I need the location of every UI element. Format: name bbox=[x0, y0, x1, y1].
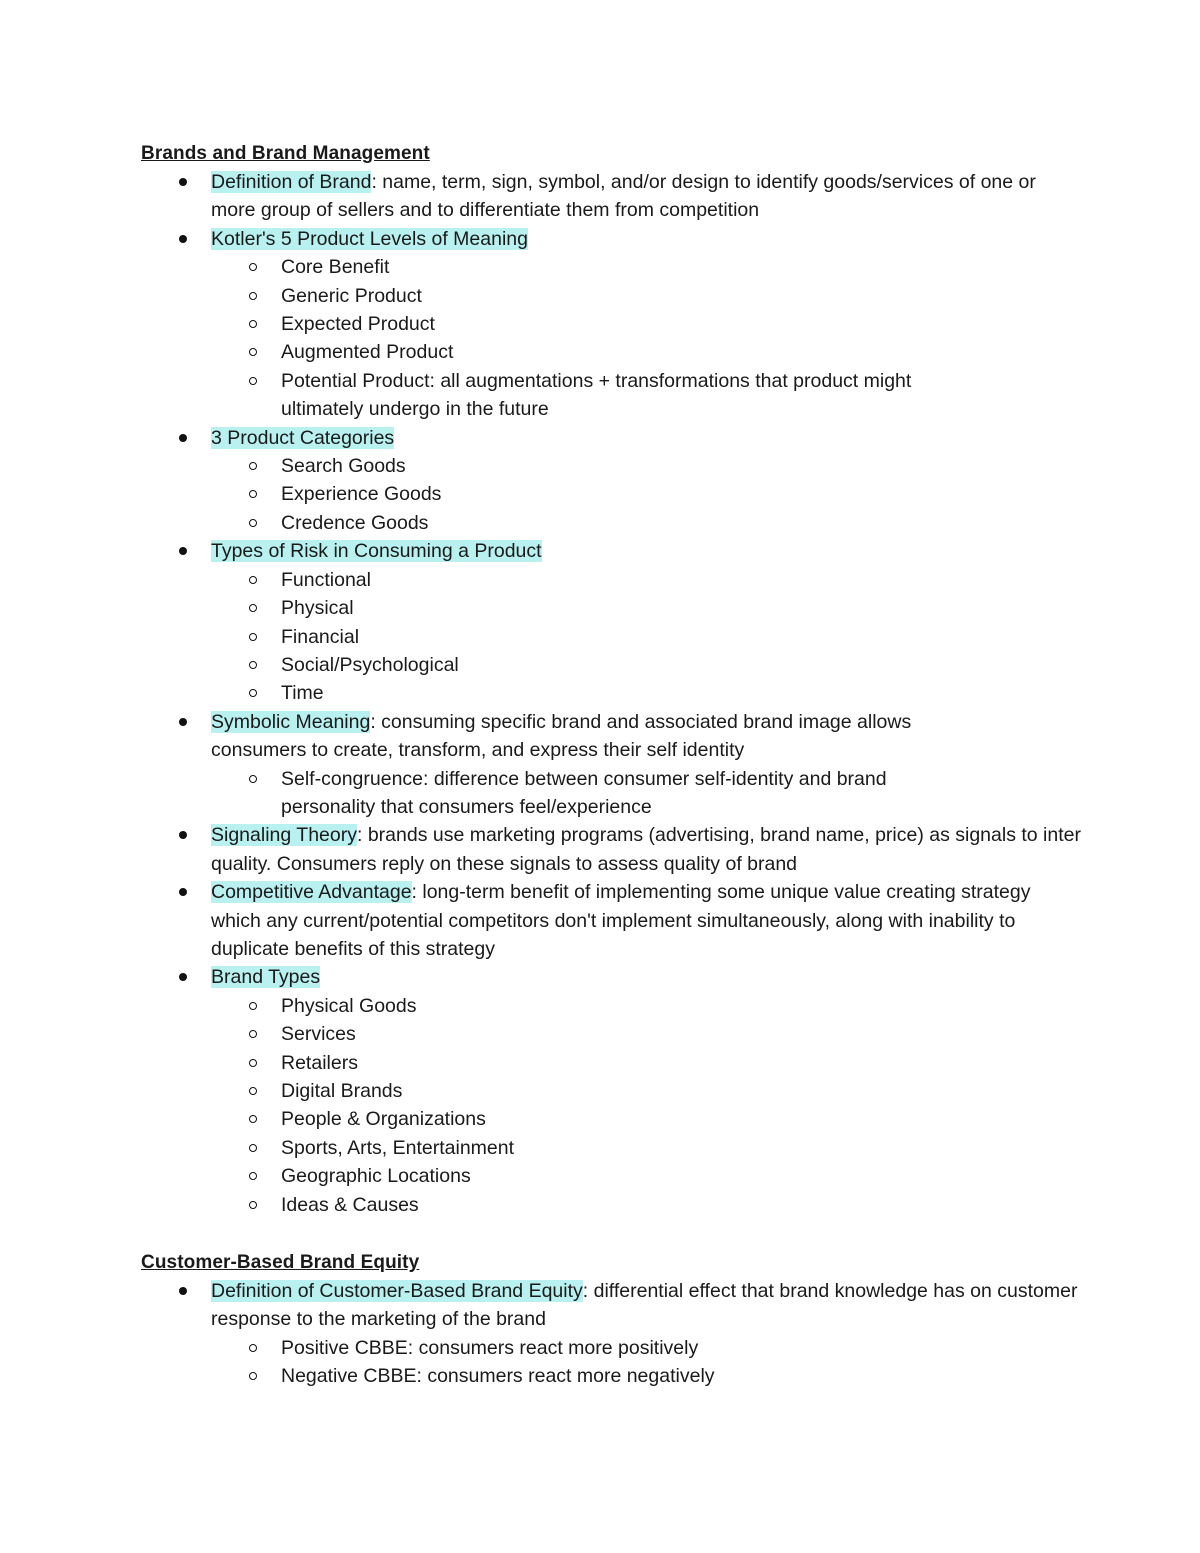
sub-bullet-list bbox=[211, 992, 1081, 1219]
filled-bullet-icon bbox=[179, 888, 187, 896]
filled-bullet-icon bbox=[179, 718, 187, 726]
hollow-bullet-icon bbox=[249, 661, 257, 669]
sub-bullet-item: Potential Product: all augmentations + transformations that product might ultimately undergo in the future bbox=[211, 367, 1081, 424]
hollow-bullet-icon bbox=[249, 1030, 257, 1038]
item-description: : long-term benefit of implementing some unique value creating strategy which any current/potential competitors don't implement simultaneously, along with inability to duplicate benefits of this strategy bbox=[211, 881, 1031, 960]
section-brands-and-brand-management bbox=[141, 140, 1081, 1219]
sub-bullet-item: Experience Goods bbox=[211, 480, 1081, 508]
sub-bullet-item: Services bbox=[211, 1020, 1081, 1048]
highlighted-term: Brand Types bbox=[211, 966, 321, 989]
sub-bullet-item: Positive CBBE: consumers react more positively bbox=[211, 1334, 1081, 1362]
sub-list-container bbox=[141, 253, 1081, 423]
hollow-bullet-icon bbox=[249, 490, 257, 498]
highlighted-term: Definition of Customer-Based Brand Equity bbox=[211, 1280, 583, 1302]
hollow-bullet-icon bbox=[249, 633, 257, 641]
highlighted-term: Competitive Advantage bbox=[211, 881, 412, 904]
sub-bullet-list bbox=[211, 452, 1081, 537]
bullet-item bbox=[141, 1277, 1081, 1334]
sub-list-container bbox=[141, 452, 1081, 537]
hollow-bullet-icon bbox=[249, 263, 257, 271]
item-description: : consuming specific brand and associated brand image allows consumers to create, transform, and express their self identity bbox=[211, 710, 912, 762]
bullet-item bbox=[141, 225, 1081, 253]
sub-bullet-item: Self-congruence: difference between consumer self-identity and brand personality that consumers feel/experience bbox=[211, 765, 1081, 822]
sub-bullet-item: Generic Product bbox=[211, 282, 1081, 310]
sub-bullet-item: Ideas & Causes bbox=[211, 1191, 1081, 1219]
bullet-item bbox=[141, 424, 1081, 452]
sub-bullet-item: Social/Psychological bbox=[211, 651, 1081, 679]
filled-bullet-icon bbox=[179, 235, 187, 243]
hollow-bullet-icon bbox=[249, 689, 257, 697]
hollow-bullet-icon bbox=[249, 1172, 257, 1180]
sub-bullet-item: Expected Product bbox=[211, 310, 1081, 338]
bullet-item bbox=[141, 878, 1081, 963]
sub-bullet-item: Time bbox=[211, 679, 1081, 707]
hollow-bullet-icon bbox=[249, 519, 257, 527]
hollow-bullet-icon bbox=[249, 1344, 257, 1352]
section-heading: Brands and Brand Management bbox=[141, 143, 430, 164]
sub-bullet-item: Credence Goods bbox=[211, 509, 1081, 537]
section-customer-based-brand-equity bbox=[141, 1249, 1081, 1391]
sub-bullet-item: Digital Brands bbox=[211, 1077, 1081, 1105]
sub-bullet-item: Geographic Locations bbox=[211, 1162, 1081, 1190]
filled-bullet-icon bbox=[179, 178, 187, 186]
sub-bullet-list bbox=[211, 1334, 1081, 1391]
item-description: : brands use marketing programs (advertising, brand name, price) as signals to inter quality. Consumers reply on these signals to assess quality of brand bbox=[211, 824, 1081, 875]
filled-bullet-icon bbox=[179, 831, 187, 839]
bullet-item bbox=[141, 537, 1081, 565]
sub-bullet-item: Negative CBBE: consumers react more negatively bbox=[211, 1362, 1081, 1390]
hollow-bullet-icon bbox=[249, 1201, 257, 1209]
bullet-item bbox=[141, 708, 1081, 765]
hollow-bullet-icon bbox=[249, 1002, 257, 1010]
sub-bullet-item: Physical bbox=[211, 594, 1081, 622]
hollow-bullet-icon bbox=[249, 1059, 257, 1067]
hollow-bullet-icon bbox=[249, 775, 257, 783]
sub-list-container bbox=[141, 992, 1081, 1219]
sub-list-container bbox=[141, 765, 1081, 822]
section-bullet-list bbox=[141, 168, 1081, 1219]
highlighted-term: Definition of Brand bbox=[211, 171, 372, 193]
sub-bullet-item: Augmented Product bbox=[211, 338, 1081, 366]
hollow-bullet-icon bbox=[249, 1372, 257, 1380]
hollow-bullet-icon bbox=[249, 292, 257, 300]
sub-bullet-list bbox=[211, 765, 1081, 822]
sub-bullet-item: Sports, Arts, Entertainment bbox=[211, 1134, 1081, 1162]
filled-bullet-icon bbox=[179, 1287, 187, 1295]
highlighted-term: Types of Risk in Consuming a Product bbox=[211, 540, 542, 563]
hollow-bullet-icon bbox=[249, 1144, 257, 1152]
highlighted-term: Signaling Theory bbox=[211, 824, 357, 847]
hollow-bullet-icon bbox=[249, 604, 257, 612]
hollow-bullet-icon bbox=[249, 1087, 257, 1095]
sub-bullet-item: Search Goods bbox=[211, 452, 1081, 480]
sub-list-container bbox=[141, 566, 1081, 708]
item-description: : differential effect that brand knowledge has on customer response to the marketing of the brand bbox=[211, 1280, 1078, 1331]
sub-bullet-list bbox=[211, 566, 1081, 708]
filled-bullet-icon bbox=[179, 434, 187, 442]
highlighted-term: Kotler's 5 Product Levels of Meaning bbox=[211, 227, 528, 250]
highlighted-term: Symbolic Meaning bbox=[211, 710, 371, 733]
sub-list-container bbox=[141, 1334, 1081, 1391]
hollow-bullet-icon bbox=[249, 462, 257, 470]
sub-bullet-item: Retailers bbox=[211, 1049, 1081, 1077]
item-description: : name, term, sign, symbol, and/or design to identify goods/services of one or more group of sellers and to differentiate them from competition bbox=[211, 171, 1036, 222]
bullet-item bbox=[141, 821, 1081, 878]
sub-bullet-item: Functional bbox=[211, 566, 1081, 594]
hollow-bullet-icon bbox=[249, 320, 257, 328]
hollow-bullet-icon bbox=[249, 1115, 257, 1123]
highlighted-term: 3 Product Categories bbox=[211, 426, 395, 449]
sub-bullet-list bbox=[211, 253, 1081, 423]
filled-bullet-icon bbox=[179, 547, 187, 555]
filled-bullet-icon bbox=[179, 973, 187, 981]
section-bullet-list bbox=[141, 1277, 1081, 1391]
bullet-item bbox=[141, 963, 1081, 991]
bullet-item bbox=[141, 168, 1081, 225]
hollow-bullet-icon bbox=[249, 576, 257, 584]
hollow-bullet-icon bbox=[249, 377, 257, 385]
sub-bullet-item: Physical Goods bbox=[211, 992, 1081, 1020]
sub-bullet-item: People & Organizations bbox=[211, 1105, 1081, 1133]
sub-bullet-item: Financial bbox=[211, 623, 1081, 651]
section-heading: Customer-Based Brand Equity bbox=[141, 1252, 420, 1273]
hollow-bullet-icon bbox=[249, 348, 257, 356]
sub-bullet-item: Core Benefit bbox=[211, 253, 1081, 281]
